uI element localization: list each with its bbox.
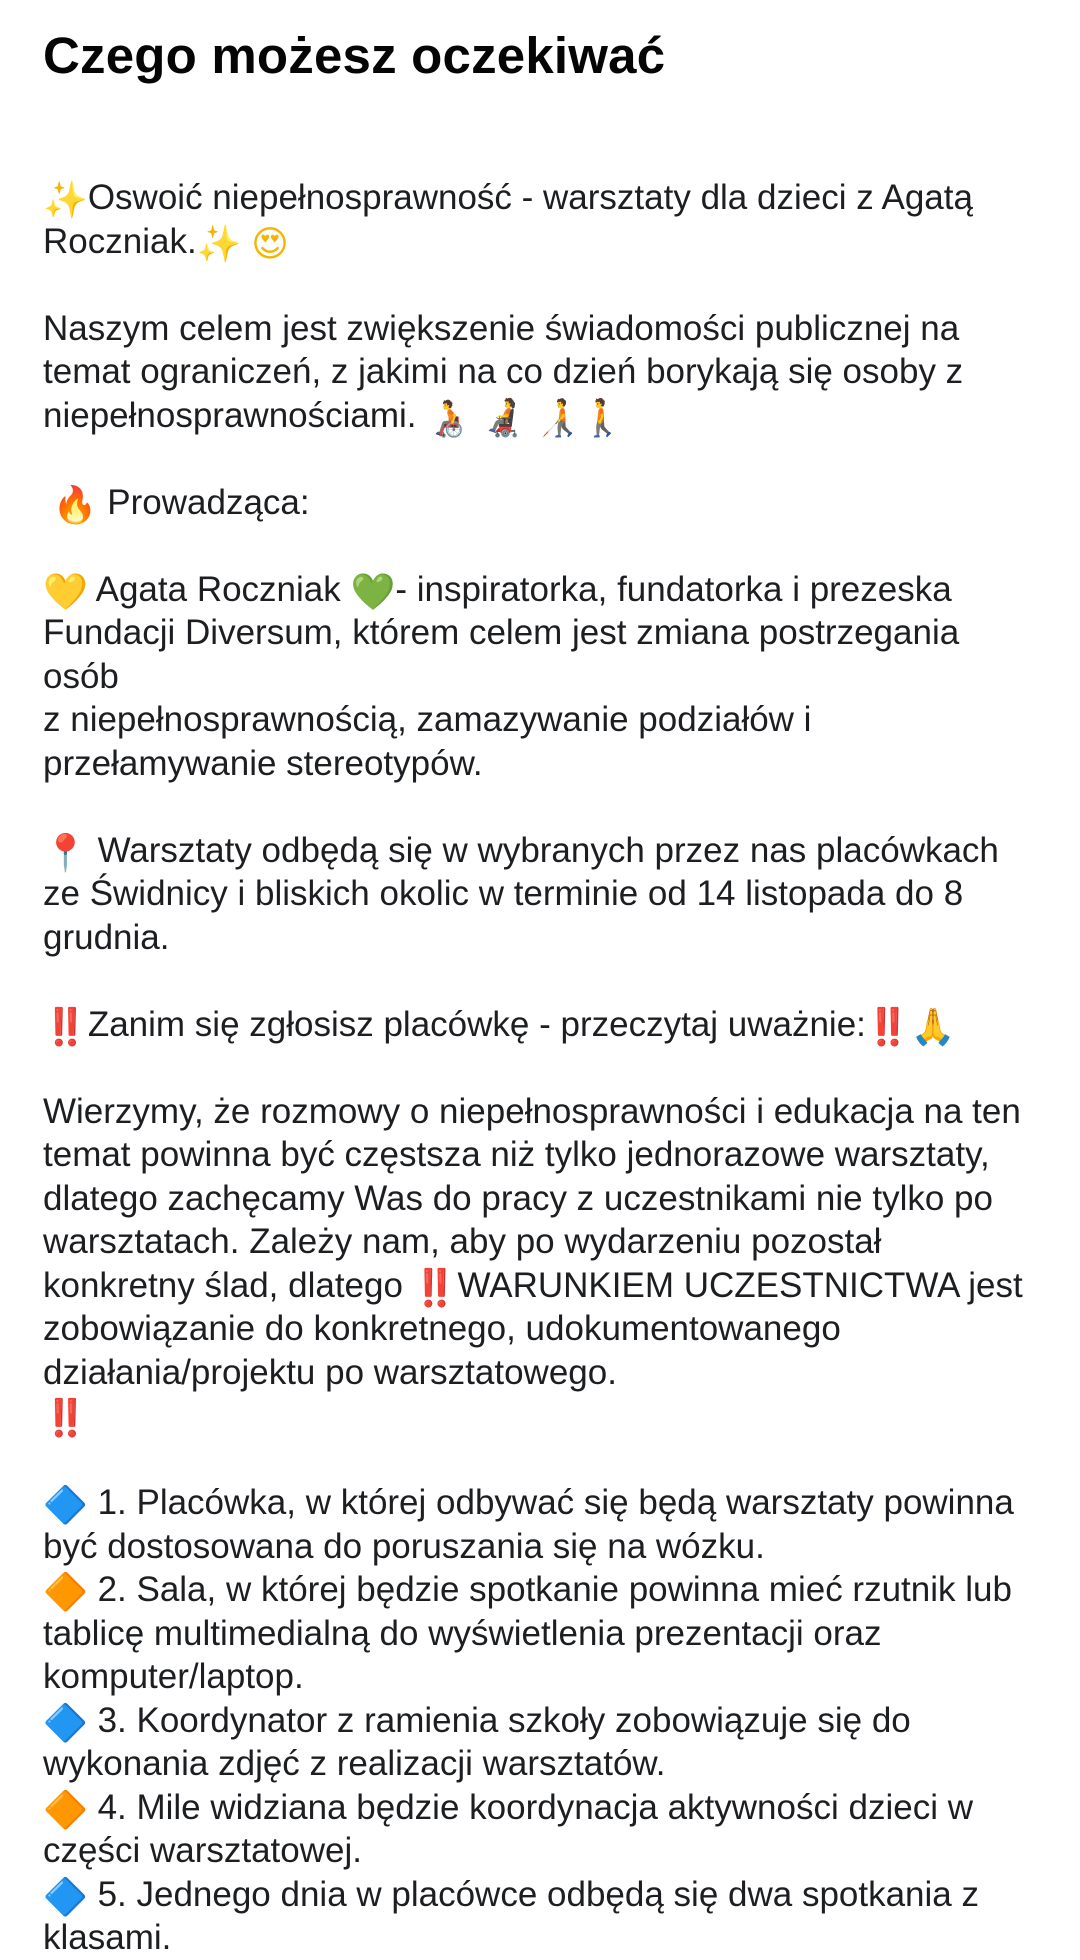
double-exclamation-icon: ‼️ xyxy=(865,1006,911,1048)
sparkles-icon: ✨ xyxy=(196,223,242,265)
blue-diamond-icon: 🔷 xyxy=(43,1876,88,1918)
condition-text: 2. Sala, w której będzie spotkanie powinna mieć rzutnik lub tablicę multimedialną do wyświetlenia prezentacji oraz komputer/laptop. xyxy=(43,1570,1012,1696)
person-walking-icon: 🚶 xyxy=(580,397,626,439)
host-description-line2: z niepełnosprawnością, zamazywanie podziałów i przełamywanie stereotypów. xyxy=(43,700,812,783)
belief-paragraph xyxy=(43,1090,1037,1438)
condition-item-5 xyxy=(43,1873,1037,1960)
double-exclamation-icon: ‼️ xyxy=(43,1006,88,1048)
host-name: Agata Roczniak xyxy=(95,569,341,609)
double-exclamation-icon: ‼️ xyxy=(412,1267,458,1309)
condition-item-2 xyxy=(43,1568,1037,1699)
condition-text: 3. Koordynator z ramienia szkoły zobowiązuje się do wykonania zdjęć z realizacji warsztatów. xyxy=(43,1700,911,1783)
conditions-list xyxy=(43,1481,1037,1960)
yellow-heart-icon: 💛 xyxy=(43,571,88,613)
condition-text: 4. Mile widziana będzie koordynacja aktywności dzieci w części warsztatowej. xyxy=(43,1787,973,1870)
host-paragraph xyxy=(43,568,1037,786)
condition-text: 1. Placówka, w której odbywać się będą warsztaty powinna być dostosowana do poruszania się na wózku. xyxy=(43,1483,1014,1566)
condition-item-1 xyxy=(43,1481,1037,1568)
sparkles-icon: ✨ xyxy=(43,180,88,221)
person-cane-icon: 🧑‍🦯 xyxy=(535,397,581,439)
belief-text-part2: WARUNKIEM UCZESTNICTWA jest zobowiązanie do konkretnego, udokumentowanego działania/projektu po warsztatowego. xyxy=(43,1265,1023,1392)
warning-heading: Zanim się zgłosisz placówkę - przeczytaj uważnie: xyxy=(87,1004,866,1044)
page-title: Czego możesz oczekiwać xyxy=(43,27,666,84)
intro-text-line1: Oswoić niepełnosprawność - warsztaty dla dzieci z Agatą xyxy=(87,178,973,217)
wheelchair-manual-icon: 🧑‍🦽 xyxy=(426,397,472,439)
location-paragraph xyxy=(43,829,1037,960)
host-heading: Prowadząca: xyxy=(107,482,310,522)
orange-diamond-icon: 🔶 xyxy=(43,1789,88,1831)
fire-icon: 🔥 xyxy=(52,484,98,526)
orange-diamond-icon: 🔶 xyxy=(43,1572,88,1613)
wheelchair-motor-icon: 🧑‍🦼 xyxy=(480,397,526,439)
intro-text-line2: Roczniak. xyxy=(43,221,197,261)
location-text: Warsztaty odbędą się w wybranych przez nas placówkach ze Świdnicy i bliskich okolic w terminie od 14 listopada do 8 grudnia. xyxy=(43,830,999,957)
belief-text-part1: Wierzymy, że rozmowy o niepełnosprawności i edukacja na ten temat powinna być częstsza niż tylko jednorazowe warsztaty, dlatego zachęcamy Was do pracy z uczestnikami nie tylko po warsztatach. Zależy nam, aby po wydarzeniu pozostał konkretny ślad, dlatego xyxy=(43,1091,1021,1305)
pray-icon: 🙏 xyxy=(910,1006,956,1048)
blue-diamond-icon: 🔷 xyxy=(43,1485,88,1526)
pushpin-icon: 📍 xyxy=(43,832,88,874)
warning-paragraph xyxy=(43,1003,1037,1047)
blue-diamond-icon: 🔷 xyxy=(43,1702,88,1744)
host-heading-paragraph xyxy=(43,481,1037,525)
heart-eyes-icon: 😍 xyxy=(251,223,289,265)
double-exclamation-icon: ‼️ xyxy=(43,1398,88,1439)
condition-text: 5. Jednego dnia w placówce odbędą się dwa spotkania z klasami. xyxy=(43,1874,979,1957)
condition-item-4 xyxy=(43,1786,1037,1873)
intro-paragraph xyxy=(43,176,1037,263)
goal-text: Naszym celem jest zwiększenie świadomości publicznej na temat ograniczeń, z jakimi na co dzień borykają się osoby z niepełnosprawnościami. xyxy=(43,308,964,435)
post-body xyxy=(43,176,1037,1960)
condition-item-3 xyxy=(43,1699,1037,1786)
green-heart-icon: 💚 xyxy=(350,571,396,613)
goal-paragraph xyxy=(43,307,1037,438)
host-description-line1: - inspiratorka, fundatorka i prezeska Fundacji Diversum, którem celem jest zmiana postrzegania osób xyxy=(43,569,960,696)
